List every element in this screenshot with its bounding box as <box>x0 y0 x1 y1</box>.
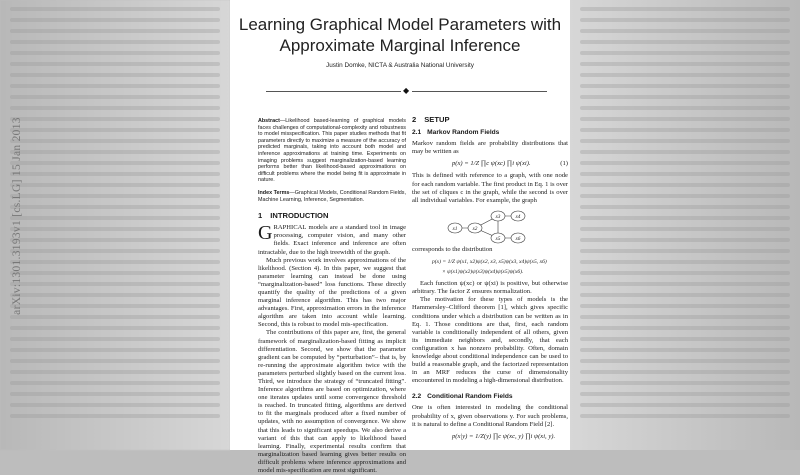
title-line-2: Approximate Marginal Inference <box>279 36 521 55</box>
graph-nodes <box>448 211 525 243</box>
author-line: Justin Domke, NICTA & Australia National University <box>326 62 474 69</box>
paper-title <box>230 14 570 56</box>
mrf-paragraph-1: Markov random fields are probability distributions that may be written as <box>412 140 568 156</box>
divider-left <box>266 91 401 92</box>
mrf-paragraph-4: Each function ψ(xc) or ψ(xi) is positive, but otherwise arbitrary. The factor Z ensures normalization. <box>412 280 568 296</box>
equation-1: p(x) = 1/Z ∏c ψ(xc) ∏i ψ(xi). (1) <box>452 160 568 168</box>
divider-right <box>412 91 547 92</box>
crf-paragraph-1: One is often interested in modeling the conditional probability of x, given observations y. For such problems, it is natural to define a Conditional Random Field [2]. <box>412 404 568 428</box>
equation-1-number: (1) <box>560 160 568 168</box>
index-terms: Index Terms—Graphical Models, Conditional Random Fields, Machine Learning, Inference, Segmentation. <box>258 189 406 203</box>
equation-3: p(x|y) = 1/Z(y) ∏c ψ(xc, y) ∏i ψ(xi, y). <box>452 432 556 440</box>
section-1-heading: 1 INTRODUCTION <box>258 211 329 221</box>
blurred-text-left <box>10 0 220 450</box>
arxiv-stamp: arXiv:1301.3193v1 [cs.LG] 15 Jan 2013 <box>11 117 23 315</box>
subsection-2-1-heading: 2.1 Markov Random Fields <box>412 129 500 137</box>
section-2-heading: 2 SETUP <box>412 115 450 124</box>
graph-node-label: x3 <box>495 214 501 220</box>
right-column <box>412 116 568 445</box>
blurred-text-right <box>580 0 790 450</box>
equation-2b: × ψ(x1)ψ(x2)ψ(x3)ψ(x4)ψ(x5)ψ(x6). <box>442 269 524 276</box>
graph-node-label: x1 <box>452 226 458 232</box>
abstract: Abstract—Likelihood based-learning of graphical models faces challenges of computational-complexity and robustness to model misspecification. This paper studies methods that fit parameters directly to maximize a measure of the accuracy of predicted marginals, taking into account both model and inference approximations at training time. Experiments on imaging problems suggest marginalization-based learning performs better than likelihood-based approximations on difficult problems where the model being fit is approximate in nature. <box>258 118 406 184</box>
intro-paragraph-3: The contributions of this paper are, first, the general framework of marginalization-based fitting as implicit differentiation. Second, we show that the parameter gradient can be computed by “perturbation”– that is, by re-running the approximate algorithm twice with the parameters perturbed slightly based on the current loss. Third, we introduce the strategy of “truncated fitting”. Inference algorithms are based on optimization, where one iterates updates until some convergence threshold is reached. In truncated fitting, algorithms are derived to fit the marginals produced after a fixed number of updates, with no assumption of convergence. We show that this leads to significant speedups. We also derive a variant of this that can apply to likelihood based learning. Finally, experimental results confirm that marginalization based learning gives better results on difficult problems where inference approximations and model mis-specification are most significant. <box>258 329 406 475</box>
drop-cap: G <box>258 222 273 245</box>
graph-node-label: x6 <box>515 236 521 242</box>
intro-paragraph-1: GRAPHICAL models are a standard tool in image processing, computer vision, and many other fields. Exact inference and inference are often intractable, due to the high treewidth of the graph. <box>258 222 406 256</box>
title-line-1: Learning Graphical Model Parameters with <box>238 15 562 34</box>
subsection-2-2-heading: 2.2 Conditional Random Fields <box>412 393 513 401</box>
mrf-paragraph-5: The motivation for these types of models is the Hammersley–Clifford theorem [1], which gives specific conditions under which a distribution can be written as in Eq. 1. Those conditions are that, first, each random variable is conditionally independent of all others, given its immediate neighbors and, secondly, that each configuration x has nonzero probability. Often, domain knowledge about conditional independence can be used to build a reasonable graph, and the factorized representation in an MRF reduces the curse of dimensionality encountered in modeling a high-dimensional distribution. <box>412 296 568 385</box>
graph-node-label: x5 <box>495 236 501 242</box>
graph-node-label: x2 <box>472 226 478 232</box>
mrf-paragraph-2: This is defined with reference to a graph, with one node for each random variable. The first product in Eq. 1 is over the set of cliques c in the graph, while the second is over all individual variables. For example, the graph <box>412 172 568 204</box>
equation-2a: p(x) = 1/Z ψ(x1, x2)ψ(x2, x3, x5)ψ(x3, x4)ψ(x5, x6) <box>432 258 547 265</box>
graph-figure <box>442 208 542 244</box>
intro-paragraph-2: Much previous work involves approximations of the likelihood. (Section 4). In this paper, we suggest that parameter learning can instead be done using “marginalization-based” loss functions. These directly quantify the quality of the predictions of a given marginal inference algorithm. This has two major advantages. First, approximation errors in the inference algorithm are taken into account while learning. Second, this is robust to model mis-specification. <box>258 256 406 329</box>
left-column <box>258 118 406 475</box>
mrf-paragraph-3: corresponds to the distribution <box>412 245 493 253</box>
graph-node-label: x4 <box>515 214 521 220</box>
paper-page <box>230 0 570 475</box>
diamond-ornament-icon: ◆ <box>403 86 410 95</box>
